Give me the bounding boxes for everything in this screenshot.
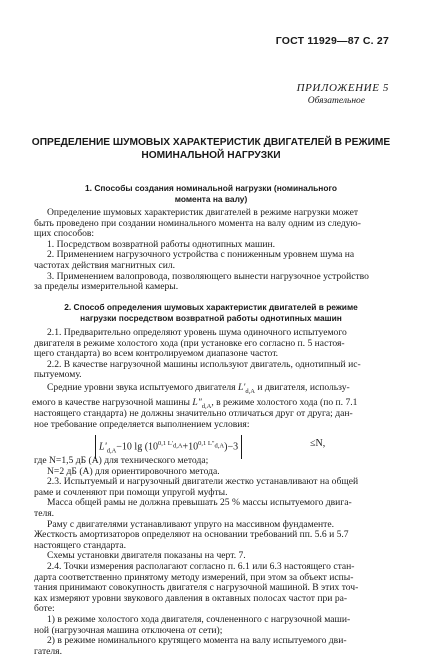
heading-line: момента на валу) [174,193,248,204]
body-line: 2) в режиме номинального крутящего момента на валу испытуемого дви- [47,635,347,647]
body-line: пытуемому. [34,369,82,381]
document-title [24,136,398,162]
heading-line: 1. Способы создания номинальной нагрузки (номинального [85,183,337,193]
formula-exponent: 0,1 L"d,A [198,440,225,450]
body-line: щих способов: [34,228,95,240]
body-line: 2. Применением нагрузочного устройства с пониженным уровнем шума на [47,249,355,261]
body-line: ках измеряют уровни звукового давления в октавных полосах частот при ра- [34,592,348,604]
body-line: Определение шумовых характеристик двигателей в режиме нагрузки может [47,207,359,218]
formula-exponent: 0,1 L'd,A [158,440,183,450]
symbol-subscript: d,A [245,387,255,395]
body-line: настоящего стандарта. [34,539,127,551]
body-line: Схемы установки двигателя показаны на черт. 7. [47,550,246,562]
body-line: тания принимают совокупность двигателя с нагрузочной машиной. В этих точ- [34,582,359,594]
section-2-heading [24,302,398,323]
body-line: где N=1,5 дБ (A) для технического метода; [34,455,209,466]
body-line: 2.1. Предварительно определяют уровень шума одиночного испытуемого [47,327,347,338]
text-fragment: и двигателя, использу- [257,382,350,393]
appendix-label: ПРИЛОЖЕНИЕ 5 [296,82,389,94]
symbol-subscript: d,A [201,402,212,410]
formula-tail: ≤N, [310,438,326,449]
body-line: за пределы измерительной камеры. [34,281,179,293]
body-line: Раму с двигателями устанавливают упруго на массивном фундаменте. [47,518,334,530]
body-line: 2.2. В качестве нагрузочной машины используют двигатель, однотипный ис- [47,358,361,370]
section-1-heading [24,183,398,204]
section-2-body-d [34,456,358,657]
body-line: ное требование определяется выполнением условия: [34,418,250,430]
formula-symbol: L' [99,441,107,453]
body-line: ной (нагрузочная машина отключена от сети); [34,624,223,636]
formula-subscript: d,A [106,447,117,455]
text-fragment: Средние уровни звука испытуемого двигателя [47,382,236,393]
text-fragment: , в режиме холостого хода (по п. 7.1 [211,397,358,408]
body-line: частотах действия магнитных сил. [34,259,176,271]
body-line: 1) в режиме холостого хода двигателя, сочлененного с нагрузочной маши- [47,613,351,625]
body-line: раме и сочленяют при помощи упругой муфты. [34,486,228,498]
heading-line: 2. Способ определения шумовых характеристик двигателей в режиме [64,302,358,312]
symbol: L" [192,397,202,408]
body-line: Жесткость амортизаторов определяют на основании требований пп. 5.6 и 5.7 [34,529,349,541]
symbol: L' [237,382,246,393]
body-line: гателя. [34,645,62,657]
appendix-status: Обязательное [307,96,365,106]
heading-line: нагрузки посредством возвратной работы однотипных машин [80,312,342,323]
body-line: щего стандарта) во всем контролируемом диапазоне частот. [34,348,279,360]
title-line: НОМИНАЛЬНОЙ НАГРУЗКИ [141,150,281,161]
body-line: 1. Посредством возвратной работы однотипных машин. [47,238,276,250]
title-line: ОПРЕДЕЛЕНИЕ ШУМОВЫХ ХАРАКТЕРИСТИК ДВИГАТЕЛЕЙ В РЕЖИМЕ [31,137,391,148]
body-line-with-symbol [34,383,350,394]
section-1-body [34,208,369,293]
body-line: боте: [34,603,55,615]
body-line: Масса общей рамы не должна превышать 25 % массы испытуемого двига- [47,497,352,509]
formula-text: )−3 [224,441,239,453]
section-2-body-c [34,409,353,430]
body-line: 3. Применением валопровода, позволяющего вынести нагрузочное устройство [47,270,369,282]
body-line: 2.3. Испытуемый и нагрузочный двигатели жестко устанавливают на общей [47,476,359,488]
body-line: 2.4. Точки измерения располагают согласно п. 6.1 или 6.3 настоящего стан- [47,560,355,572]
formula-text: −10 lg (10 [116,441,159,453]
body-line: теля. [34,507,55,519]
text-fragment: емого в качестве нагрузочной машины [32,397,190,408]
body-line: N=2 дБ (A) для ориентировочного метода. [47,465,220,477]
section-2-body-a [34,328,361,381]
formula-text: +10 [182,441,199,453]
body-line: настоящего стандарта) не должны значительно отличаться друг от друга; дан- [34,408,353,419]
body-line: двигателя в режиме холостого хода (при установке его согласно п. 5 настоя- [34,337,345,349]
body-line: дарта соответственно принятому методу измерений, при этом за объект испы- [34,571,354,583]
body-line: быть проведено при создании номинального момента на валу одним из следую- [34,217,361,229]
page-header: ГОСТ 11929—87 С. 27 [275,35,389,47]
section-2-body-b [34,383,350,394]
